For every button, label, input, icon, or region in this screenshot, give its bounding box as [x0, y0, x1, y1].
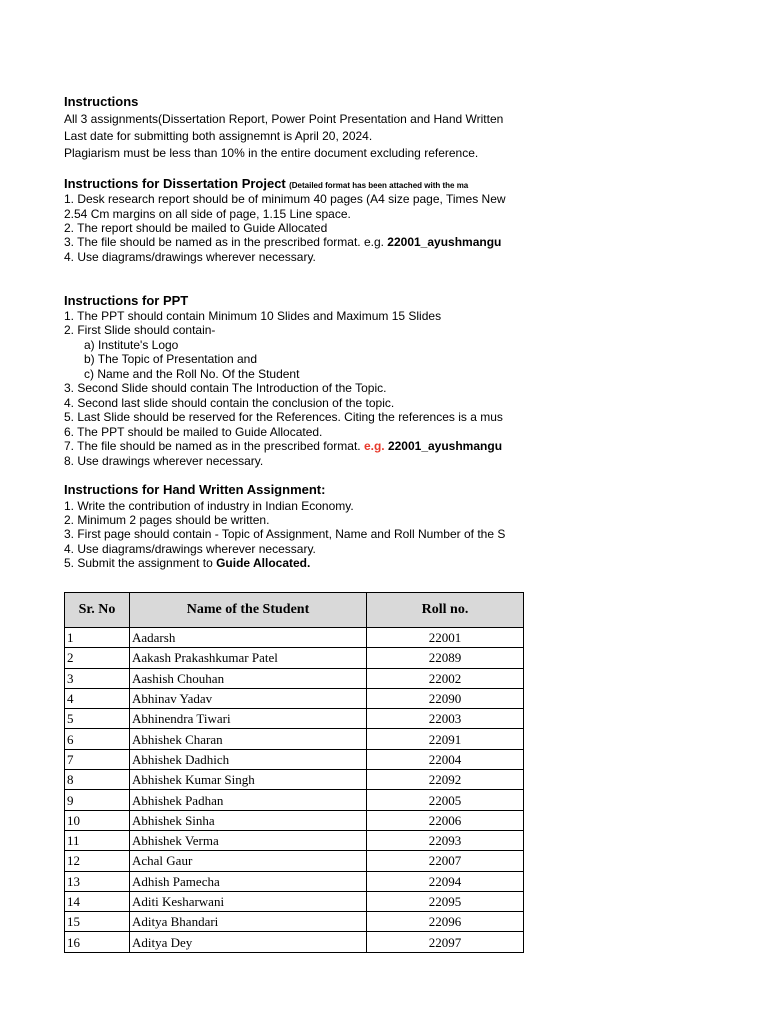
ppt-item-2: 2. First Slide should contain-: [64, 323, 216, 337]
table-row: [65, 810, 524, 830]
dissertation-item-1a: 1. Desk research report should be of minimum 40 pages (A4 size page, Times New: [64, 192, 506, 206]
ppt-item-4: 4. Second last slide should contain the conclusion of the topic.: [64, 396, 395, 410]
cell-sr-no: 7: [65, 749, 130, 769]
handwritten-item-4: 4. Use diagrams/drawings wherever necessary.: [64, 542, 316, 556]
cell-sr-no: 14: [65, 891, 130, 911]
cell-roll-no: 22091: [367, 729, 524, 749]
cell-student-name: Abhinav Yadav: [130, 688, 367, 708]
cell-student-name: Achal Gaur: [130, 851, 367, 871]
dissertation-heading: Instructions for Dissertation Project: [64, 176, 286, 191]
ppt-item-3: 3. Second Slide should contain The Introduction of the Topic.: [64, 381, 387, 395]
dissertation-item-2: 2. The report should be mailed to Guide Allocated: [64, 221, 328, 235]
ppt-item-8: 8. Use drawings wherever necessary.: [64, 454, 264, 468]
cell-sr-no: 10: [65, 810, 130, 830]
cell-student-name: Aditya Bhandari: [130, 912, 367, 932]
table-row: [65, 648, 524, 668]
cell-sr-no: 2: [65, 648, 130, 668]
cell-roll-no: 22092: [367, 770, 524, 790]
cell-student-name: Aakash Prakashkumar Patel: [130, 648, 367, 668]
cell-roll-no: 22003: [367, 709, 524, 729]
cell-roll-no: 22096: [367, 912, 524, 932]
cell-student-name: Abhishek Kumar Singh: [130, 770, 367, 790]
ppt-item-2b: b) The Topic of Presentation and: [84, 352, 258, 366]
cell-sr-no: 8: [65, 770, 130, 790]
ppt-item-7-text: 7. The file should be named as in the prescribed format.: [64, 439, 364, 453]
table-row: [65, 628, 524, 648]
handwritten-item-1: 1. Write the contribution of industry in Indian Economy.: [64, 499, 354, 513]
handwritten-item-5-text: 5. Submit the assignment to: [64, 556, 217, 570]
cell-student-name: Abhishek Sinha: [130, 810, 367, 830]
cell-roll-no: 22005: [367, 790, 524, 810]
cell-student-name: Aditi Kesharwani: [130, 891, 367, 911]
table-row: [65, 830, 524, 850]
cell-roll-no: 22097: [367, 932, 524, 952]
table-row: [65, 749, 524, 769]
cell-student-name: Abhinendra Tiwari: [130, 709, 367, 729]
table-row: [65, 668, 524, 688]
table-row: [65, 912, 524, 932]
cell-roll-no: 22095: [367, 891, 524, 911]
cell-student-name: Abhishek Padhan: [130, 790, 367, 810]
cell-sr-no: 11: [65, 830, 130, 850]
ppt-item-5: 5. Last Slide should be reserved for the References. Citing the references is a mus: [64, 410, 503, 424]
dissertation-item-1b: 2.54 Cm margins on all side of page, 1.15 Line space.: [64, 207, 351, 221]
cell-roll-no: 22089: [367, 648, 524, 668]
ppt-item-6: 6. The PPT should be mailed to Guide Allocated.: [64, 425, 323, 439]
instructions-heading: Instructions: [64, 94, 139, 109]
instructions-line-2: Last date for submitting both assignemnt is April 20, 2024.: [64, 129, 373, 143]
cell-roll-no: 22006: [367, 810, 524, 830]
table-row: [65, 932, 524, 952]
table-row: [65, 688, 524, 708]
table-row: [65, 790, 524, 810]
table-row: [65, 851, 524, 871]
cell-sr-no: 4: [65, 688, 130, 708]
cell-student-name: Aadarsh: [130, 628, 367, 648]
cell-roll-no: 22090: [367, 688, 524, 708]
cell-student-name: Abhishek Charan: [130, 729, 367, 749]
cell-sr-no: 1: [65, 628, 130, 648]
cell-sr-no: 9: [65, 790, 130, 810]
ppt-item-7-example: 22001_ayushmangu: [384, 439, 503, 453]
cell-student-name: Adhish Pamecha: [130, 871, 367, 891]
ppt-heading: Instructions for PPT: [64, 293, 189, 308]
cell-roll-no: 22002: [367, 668, 524, 688]
ppt-item-7-eg: e.g.: [363, 439, 385, 453]
cell-sr-no: 6: [65, 729, 130, 749]
table-row: [65, 891, 524, 911]
ppt-item-1: 1. The PPT should contain Minimum 10 Slides and Maximum 15 Slides: [64, 309, 442, 323]
header-student-name: Name of the Student: [130, 593, 367, 628]
table-row: [65, 770, 524, 790]
cell-roll-no: 22093: [367, 830, 524, 850]
table-row: [65, 871, 524, 891]
dissertation-heading-row: [64, 177, 468, 193]
ppt-item-2a: a) Institute's Logo: [84, 338, 179, 352]
handwritten-item-5: [64, 556, 310, 570]
cell-sr-no: 15: [65, 912, 130, 932]
cell-sr-no: 12: [65, 851, 130, 871]
cell-roll-no: 22004: [367, 749, 524, 769]
table-row: [65, 709, 524, 729]
header-sr-no: Sr. No: [65, 593, 130, 628]
cell-roll-no: 22007: [367, 851, 524, 871]
dissertation-item-3: [64, 235, 501, 249]
student-table: [64, 592, 524, 953]
handwritten-heading: Instructions for Hand Written Assignment:: [64, 482, 326, 497]
cell-student-name: Aditya Dey: [130, 932, 367, 952]
cell-sr-no: 5: [65, 709, 130, 729]
cell-sr-no: 3: [65, 668, 130, 688]
handwritten-item-3: 3. First page should contain - Topic of Assignment, Name and Roll Number of the S: [64, 527, 506, 541]
cell-student-name: Abhishek Dadhich: [130, 749, 367, 769]
handwritten-item-5-bold: Guide Allocated.: [216, 556, 311, 570]
cell-sr-no: 16: [65, 932, 130, 952]
ppt-item-2c: c) Name and the Roll No. Of the Student: [84, 367, 300, 381]
instructions-line-1: All 3 assignments(Dissertation Report, Power Point Presentation and Hand Written: [64, 112, 504, 126]
header-roll-no: Roll no.: [367, 593, 524, 628]
cell-sr-no: 13: [65, 871, 130, 891]
student-table-body: [65, 628, 524, 953]
dissertation-format-note: (Detailed format has been attached with the ma: [289, 181, 469, 190]
dissertation-item-3-text: 3. The file should be named as in the prescribed format. e.g.: [64, 235, 388, 249]
cell-roll-no: 22094: [367, 871, 524, 891]
dissertation-item-3-example: 22001_ayushmangu: [387, 235, 502, 249]
cell-student-name: Abhishek Verma: [130, 830, 367, 850]
ppt-item-7: [64, 439, 502, 453]
instructions-line-3: Plagiarism must be less than 10% in the entire document excluding reference.: [64, 146, 479, 160]
table-row: [65, 729, 524, 749]
handwritten-item-2: 2. Minimum 2 pages should be written.: [64, 513, 270, 527]
dissertation-item-4: 4. Use diagrams/drawings wherever necessary.: [64, 250, 316, 264]
cell-student-name: Aashish Chouhan: [130, 668, 367, 688]
document-sheet: [64, 0, 524, 1024]
table-header-row: [65, 593, 524, 628]
cell-roll-no: 22001: [367, 628, 524, 648]
